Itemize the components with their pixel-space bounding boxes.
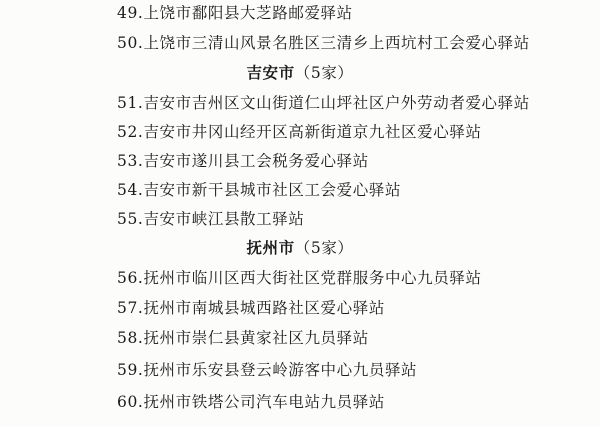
- item-number: 60.: [117, 393, 144, 411]
- section-heading-fuzhou: [0, 238, 600, 258]
- city-count: （5家）: [294, 64, 354, 82]
- item-number: 49.: [117, 4, 144, 22]
- list-item: [117, 151, 369, 171]
- item-number: 58.: [117, 329, 144, 347]
- item-number: 52.: [117, 123, 144, 141]
- item-number: 57.: [117, 299, 144, 317]
- item-number: 53.: [117, 152, 144, 170]
- item-text: 抚州市铁塔公司汽车电站九员驿站: [143, 393, 385, 411]
- item-text: 吉安市井冈山经开区高新街道京九社区爱心驿站: [143, 123, 482, 141]
- item-number: 50.: [117, 34, 144, 52]
- list-item: [117, 392, 385, 412]
- item-text: 吉安市峡江县散工驿站: [143, 210, 305, 228]
- item-number: 59.: [117, 361, 144, 379]
- item-text: 上饶市三清山风景名胜区三清乡上西坑村工会爱心驿站: [143, 34, 530, 52]
- item-text: 吉安市吉州区文山街道仁山坪社区户外劳动者爱心驿站: [143, 94, 530, 112]
- city-name: 抚州市: [246, 238, 295, 257]
- list-item: [117, 3, 353, 23]
- list-item: [117, 180, 401, 200]
- item-number: 56.: [117, 269, 144, 287]
- item-text: 上饶市鄱阳县大芝路邮爱驿站: [143, 4, 353, 22]
- item-text: 抚州市临川区西大街社区党群服务中心九员驿站: [143, 269, 482, 287]
- item-text: 抚州市乐安县登云岭游客中心九员驿站: [143, 361, 418, 379]
- list-item: [117, 33, 530, 53]
- item-number: 51.: [117, 94, 144, 112]
- list-item: [117, 209, 304, 229]
- city-name: 吉安市: [246, 63, 295, 82]
- list-item: [117, 122, 482, 142]
- item-number: 55.: [117, 210, 144, 228]
- list-item: [117, 298, 385, 318]
- list-item: [117, 268, 482, 288]
- item-number: 54.: [117, 181, 144, 199]
- item-text: 吉安市新干县城市社区工会爱心驿站: [143, 181, 402, 199]
- list-item: [117, 93, 530, 113]
- section-heading-jian: [0, 63, 600, 83]
- item-text: 抚州市崇仁县黄家社区九员驿站: [143, 329, 369, 347]
- list-item: [117, 360, 417, 380]
- item-text: 抚州市南城县城西路社区爱心驿站: [143, 299, 385, 317]
- list-item: [117, 328, 369, 348]
- item-text: 吉安市遂川县工会税务爱心驿站: [143, 152, 369, 170]
- city-count: （5家）: [294, 239, 354, 257]
